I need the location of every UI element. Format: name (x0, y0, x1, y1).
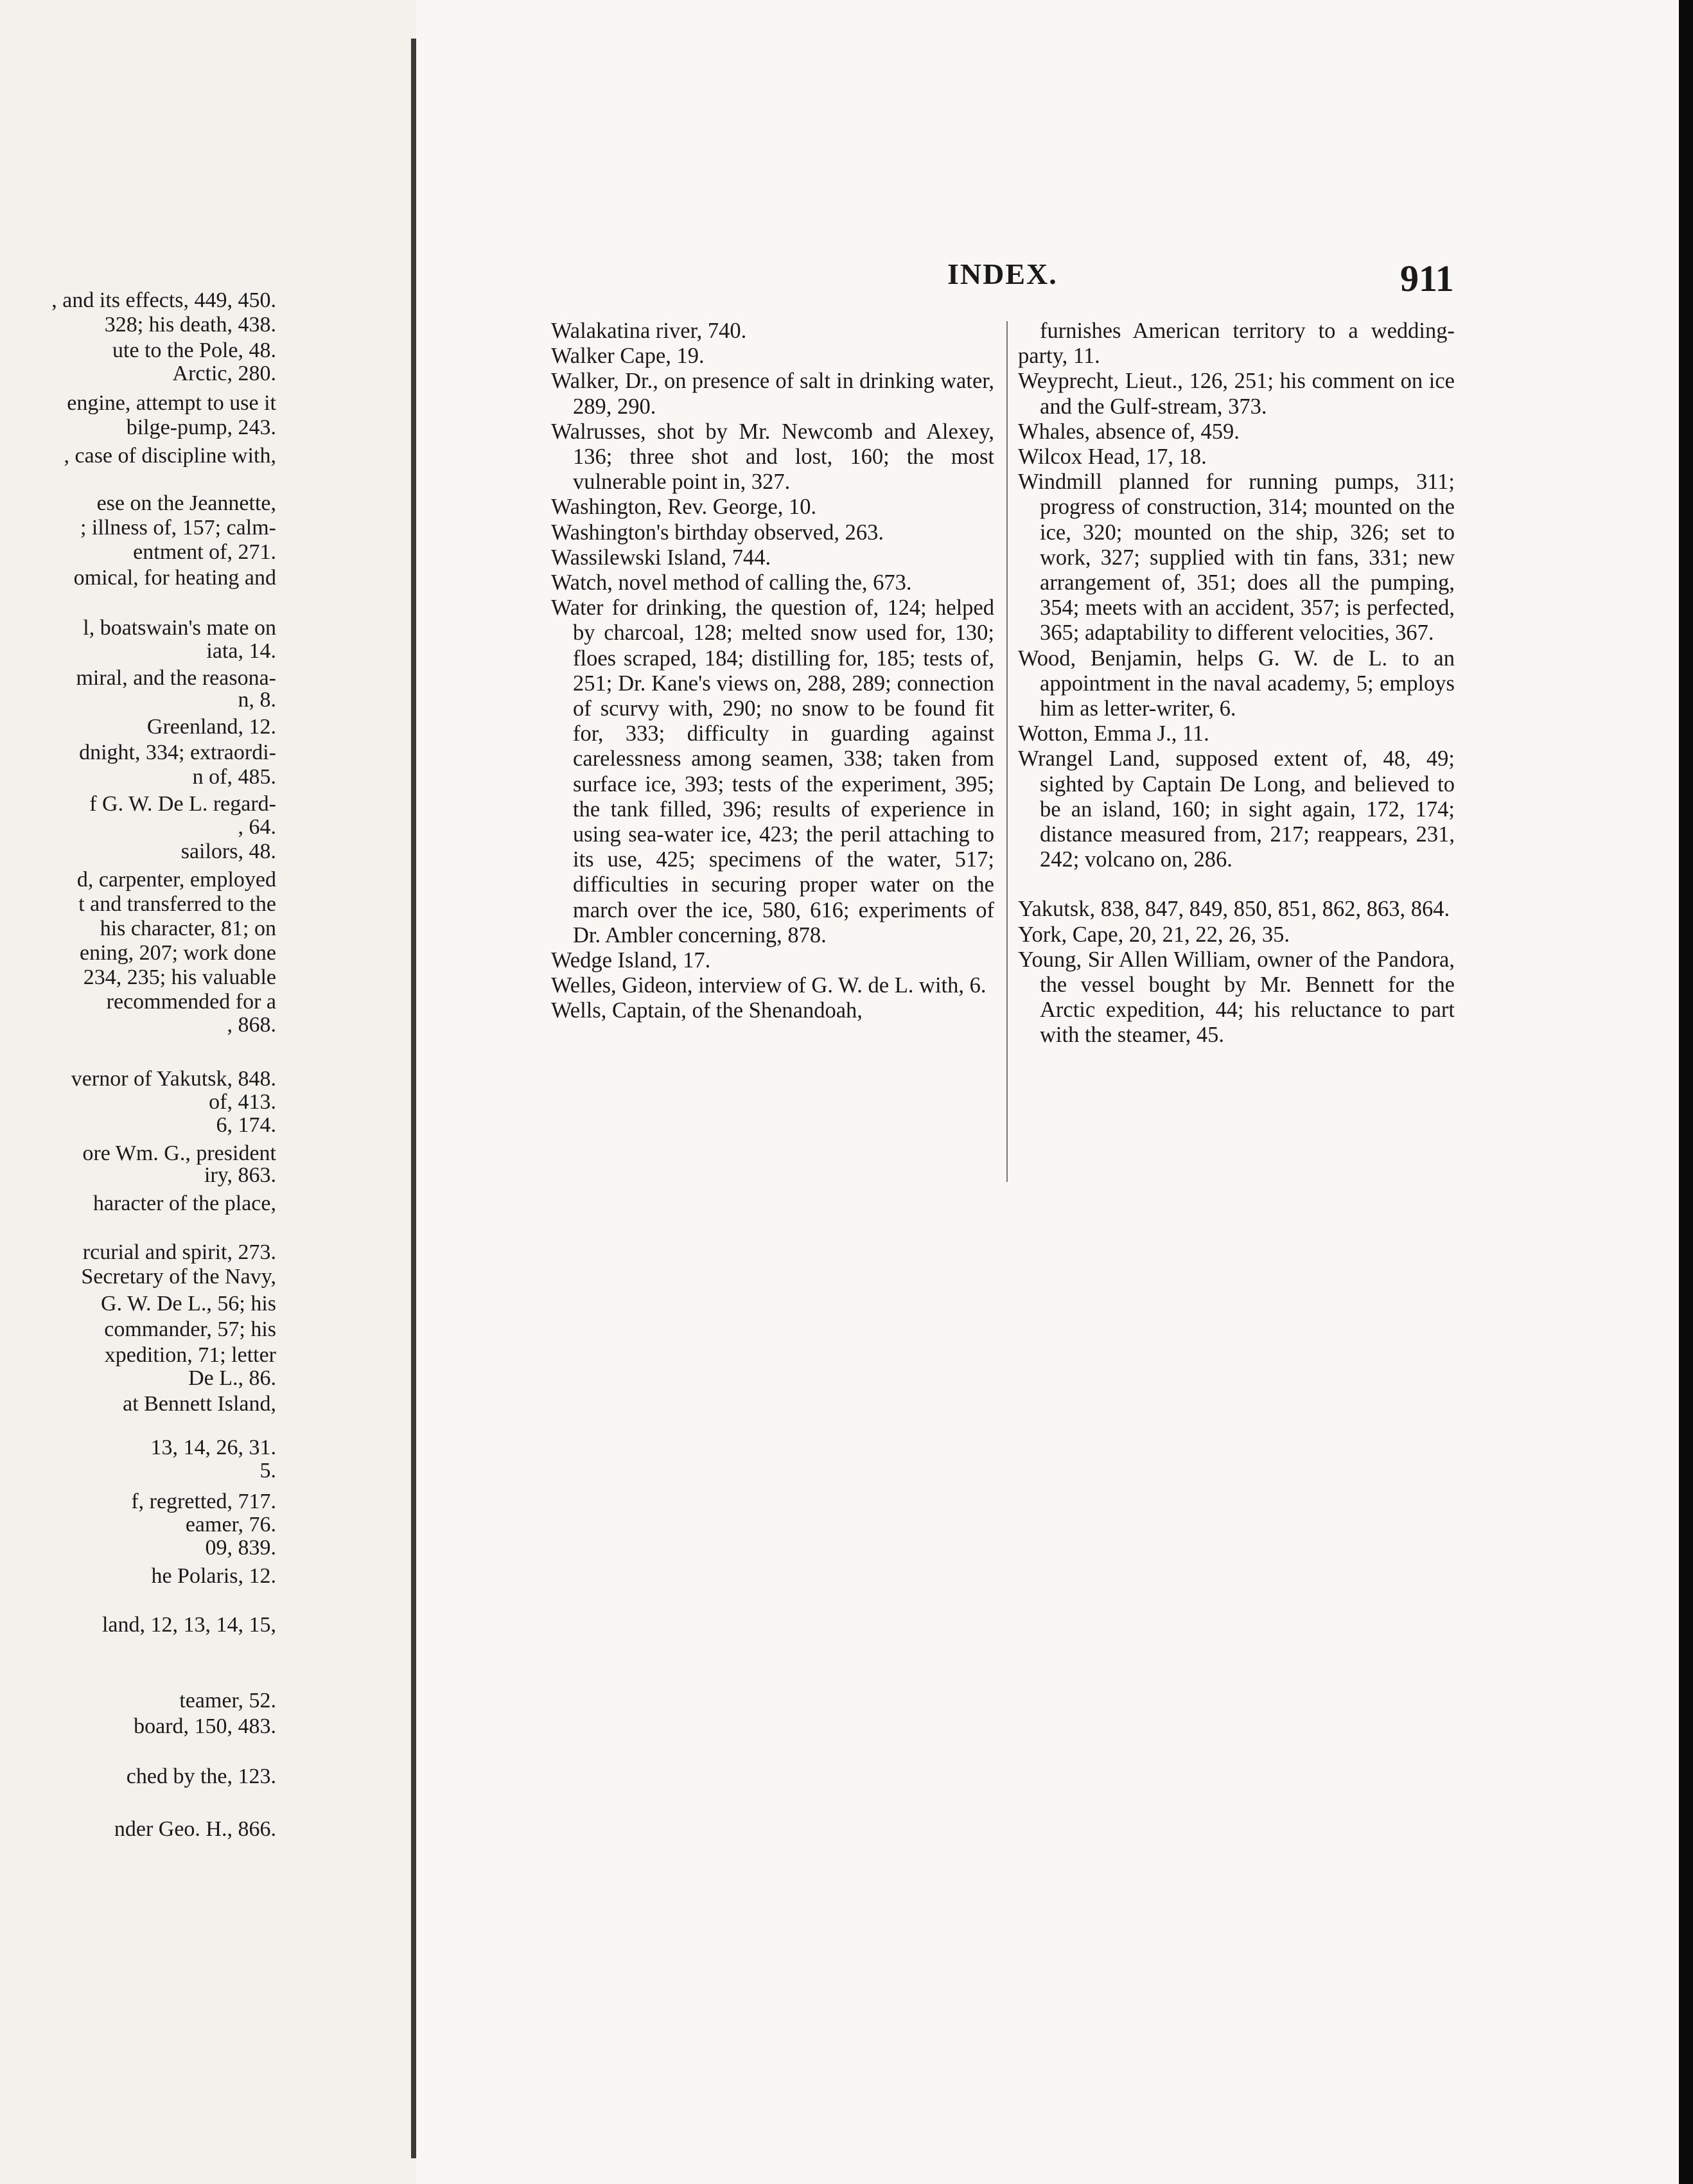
fragment-line: ched by the, 123. (126, 1765, 276, 1788)
index-entry: Walakatina river, 740. (551, 319, 747, 343)
fragment-line: , 868. (227, 1013, 276, 1037)
index-entry: Walker Cape, 19. (551, 344, 705, 369)
fragment-line: f G. W. De L. regard- (89, 792, 276, 816)
scan-edge (1679, 0, 1693, 2184)
fragment-line: , 64. (238, 815, 276, 839)
index-column-right (1018, 319, 1455, 1048)
fragment-line: n, 8. (238, 688, 276, 712)
fragment-line: , and its effects, 449, 450. (51, 288, 276, 312)
fragment-line: , case of discipline with, (64, 444, 276, 468)
index-entry: Wedge Island, 17. (551, 948, 711, 973)
index-entry: Washington, Rev. George, 10. (551, 495, 817, 520)
index-entry: Windmill planned for running pumps, 311; progress of construction, 314; mounted on the ice, 320; mounted on the ship, 326; set to work, 327; supplied with tin fans, 331; new arrangement of, 351; does all the pumping, 354; meets with an accident, 357; is perfected, 365; adaptability to different velocities, 367. (1018, 470, 1455, 646)
fragment-line: De L., 86. (188, 1366, 276, 1390)
index-entry: Wilcox Head, 17, 18. (1018, 445, 1207, 470)
running-head: INDEX. (947, 258, 1058, 290)
fragment-line: l, boatswain's mate on (83, 616, 276, 640)
index-entry: Wells, Captain, of the Shenandoah, (551, 998, 863, 1023)
fragment-line: 5. (259, 1459, 276, 1483)
fragment-line: entment of, 271. (133, 540, 276, 564)
fragment-line: rcurial and spirit, 273. (82, 1240, 276, 1264)
fragment-line: 09, 839. (205, 1536, 276, 1560)
fragment-line: G. W. De L., 56; his (101, 1292, 276, 1316)
fragment-line: iry, 863. (204, 1163, 276, 1187)
index-column-left (551, 319, 994, 1024)
previous-page-fragment (0, 0, 416, 2184)
fragment-line: his character, 81; on (100, 917, 276, 940)
fragment-line: at Bennett Island, (123, 1392, 276, 1416)
fragment-line: land, 12, 13, 14, 15, (101, 1613, 276, 1637)
index-entry: Water for drinking, the question of, 124; helped by charcoal, 128; melted snow used for, 130; floes scraped, 184; distilling for, 185; tests of, 251; Dr. Kane's views on, 288, 289; connection of scurvy with, 290; no snow to be found fit for, 333; difficulty in guarding against carelessness among seamen, 338; taken from surface ice, 393; tests of the experiment, 395; the tank filled, 396; results of experience in using sea-water ice, 423; the peril attaching to its use, 425; specimens of the water, 517; difficulties in securing proper water on the march over the ice, 580, 616; experiments of Dr. Ambler concerning, 878. (551, 595, 994, 947)
fragment-line: iata, 14. (206, 639, 276, 663)
index-entry: Wotton, Emma J., 11. (1018, 721, 1209, 746)
fragment-line: teamer, 52. (179, 1689, 276, 1713)
fragment-line: t and transferred to the (78, 892, 276, 916)
fragment-line: xpedition, 71; letter (104, 1343, 276, 1367)
fragment-line: miral, and the reasona- (76, 666, 276, 690)
fragment-line: 234, 235; his valuable (83, 965, 276, 989)
fragment-line: recommended for a (106, 990, 276, 1014)
index-entry: Washington's birthday observed, 263. (551, 520, 884, 545)
page-number: 911 (1400, 258, 1454, 299)
index-entry: Wassilewski Island, 744. (551, 545, 771, 570)
book-gutter (411, 39, 416, 2158)
fragment-line: omical, for heating and (73, 566, 276, 590)
index-entry: Walrusses, shot by Mr. Newcomb and Alexey, 136; three shot and lost, 160; the most vulnerable point in, 327. (551, 419, 994, 495)
fragment-line: d, carpenter, employed (76, 868, 276, 892)
index-entry: Watch, novel method of calling the, 673. (551, 570, 912, 595)
fragment-line: Secretary of the Navy, (81, 1265, 276, 1289)
fragment-line: of, 413. (209, 1090, 276, 1114)
fragment-line: engine, attempt to use it (67, 391, 276, 415)
fragment-line: sailors, 48. (180, 840, 276, 863)
fragment-line: nder Geo. H., 866. (114, 1817, 276, 1841)
fragment-line: ese on the Jeannette, (96, 491, 276, 515)
fragment-line: Arctic, 280. (172, 362, 276, 385)
index-entry: Wrangel Land, supposed extent of, 48, 49; sighted by Captain De Long, and believed to be an island, 160; in sight again, 172, 174; distance measured from, 217; reappears, 231, 242; volcano on, 286. (1018, 746, 1455, 872)
fragment-line: vernor of Yakutsk, 848. (71, 1067, 276, 1091)
fragment-line: n of, 485. (192, 765, 276, 789)
index-entry-continuation: furnishes American territory to a wedding-party, 11. (1018, 319, 1455, 369)
fragment-line: f, regretted, 717. (131, 1490, 276, 1513)
fragment-line: ening, 207; work done (80, 941, 276, 965)
index-entry: Walker, Dr., on presence of salt in drinking water, 289, 290. (551, 369, 994, 419)
fragment-line: dnight, 334; extraordi- (79, 741, 276, 764)
fragment-line: he Polaris, 12. (151, 1564, 276, 1588)
fragment-line: board, 150, 483. (134, 1714, 276, 1738)
fragment-line: 6, 174. (216, 1113, 276, 1137)
index-entry: Yakutsk, 838, 847, 849, 850, 851, 862, 863, 864. (1018, 897, 1450, 922)
fragment-line: ; illness of, 157; calm- (80, 516, 276, 540)
fragment-line: bilge-pump, 243. (126, 416, 276, 439)
index-entry: York, Cape, 20, 21, 22, 26, 35. (1018, 922, 1290, 947)
fragment-line: ore Wm. G., president (82, 1141, 276, 1165)
fragment-line: commander, 57; his (104, 1317, 276, 1341)
index-entry: Welles, Gideon, interview of G. W. de L. with, 6. (551, 973, 987, 998)
fragment-line: Greenland, 12. (146, 715, 276, 739)
index-entry: Young, Sir Allen William, owner of the Pandora, the vessel bought by Mr. Bennett for the Arctic expedition, 44; his reluctance to part with the steamer, 45. (1018, 947, 1455, 1048)
column-divider (1006, 321, 1008, 1182)
index-entry: Weyprecht, Lieut., 126, 251; his comment on ice and the Gulf-stream, 373. (1018, 369, 1455, 419)
fragment-line: haracter of the place, (92, 1192, 276, 1215)
fragment-line: eamer, 76. (185, 1513, 276, 1537)
fragment-line: ute to the Pole, 48. (112, 339, 276, 362)
fragment-line: 328; his death, 438. (104, 313, 276, 337)
index-entry: Wood, Benjamin, helps G. W. de L. to an appointment in the naval academy, 5; employs him as letter-writer, 6. (1018, 646, 1455, 721)
fragment-line: 13, 14, 26, 31. (150, 1436, 276, 1459)
index-entry: Whales, absence of, 459. (1018, 419, 1240, 444)
